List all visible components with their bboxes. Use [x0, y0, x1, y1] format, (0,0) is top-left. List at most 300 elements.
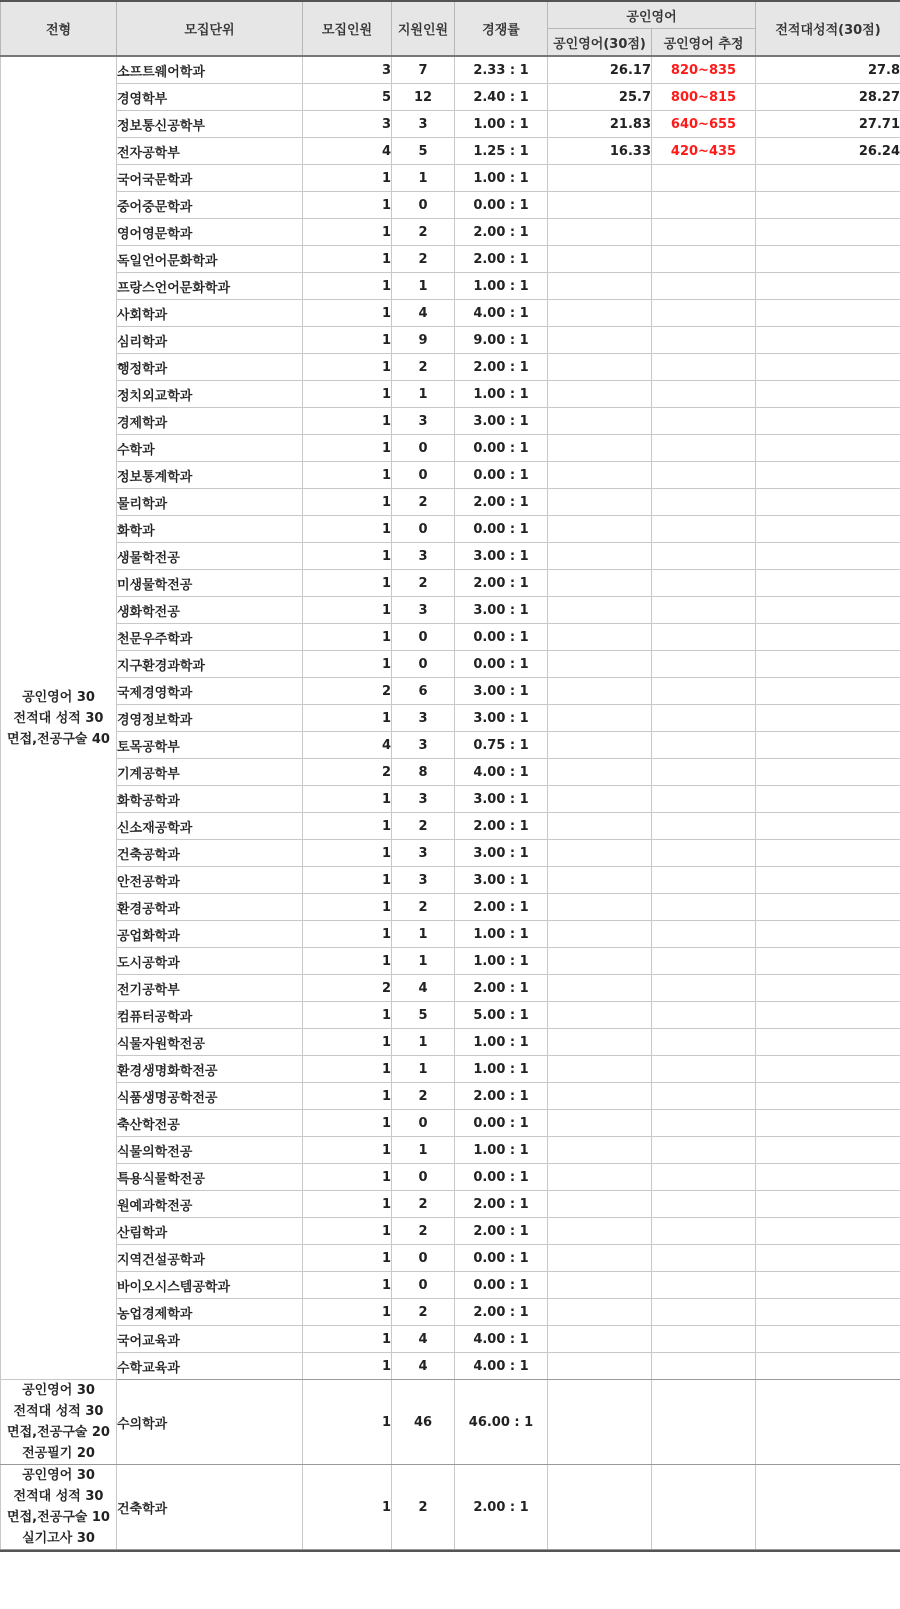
gpa-cell	[756, 543, 900, 570]
english-est-cell: 800~815	[652, 84, 756, 111]
gpa-cell	[756, 354, 900, 381]
english30-cell	[548, 165, 652, 192]
applicants-cell: 4	[392, 1353, 455, 1380]
ratio-cell: 1.00 : 1	[455, 1137, 548, 1164]
quota-cell: 1	[303, 705, 392, 732]
english30-cell	[548, 1164, 652, 1191]
ratio-cell: 2.00 : 1	[455, 1465, 548, 1550]
table-row	[1, 1218, 900, 1245]
table-row	[1, 165, 900, 192]
english-est-cell	[652, 489, 756, 516]
header-applicants: 지원인원	[392, 1, 455, 56]
quota-cell: 1	[303, 219, 392, 246]
quota-cell: 1	[303, 1137, 392, 1164]
english30-cell	[548, 435, 652, 462]
quota-cell: 1	[303, 543, 392, 570]
english30-cell	[548, 1056, 652, 1083]
unit-cell: 수학과	[117, 435, 303, 462]
english-est-cell	[652, 1137, 756, 1164]
unit-cell: 산림학과	[117, 1218, 303, 1245]
table-row	[1, 624, 900, 651]
unit-cell: 도시공학과	[117, 948, 303, 975]
unit-cell: 물리학과	[117, 489, 303, 516]
applicants-cell: 0	[392, 516, 455, 543]
english30-cell	[548, 408, 652, 435]
ratio-cell: 1.00 : 1	[455, 1029, 548, 1056]
gpa-cell	[756, 1245, 900, 1272]
unit-cell: 지역건설공학과	[117, 1245, 303, 1272]
english30-cell	[548, 678, 652, 705]
ratio-cell: 0.75 : 1	[455, 732, 548, 759]
quota-cell: 1	[303, 489, 392, 516]
quota-cell: 1	[303, 1326, 392, 1353]
unit-cell: 미생물학전공	[117, 570, 303, 597]
ratio-cell: 0.00 : 1	[455, 435, 548, 462]
quota-cell: 1	[303, 867, 392, 894]
table-header	[1, 1, 900, 56]
admission-type-line: 공인영어 30	[22, 689, 95, 705]
applicants-cell: 1	[392, 921, 455, 948]
quota-cell: 1	[303, 381, 392, 408]
gpa-cell	[756, 381, 900, 408]
table-row	[1, 705, 900, 732]
table-row	[1, 786, 900, 813]
english-est-cell	[652, 246, 756, 273]
applicants-cell: 12	[392, 84, 455, 111]
table-row	[1, 489, 900, 516]
ratio-cell: 2.00 : 1	[455, 1083, 548, 1110]
applicants-cell: 3	[392, 840, 455, 867]
english-est-cell	[652, 381, 756, 408]
unit-cell: 경영학부	[117, 84, 303, 111]
applicants-cell: 0	[392, 624, 455, 651]
table-row	[1, 921, 900, 948]
english30-cell	[548, 867, 652, 894]
english30-cell	[548, 948, 652, 975]
gpa-cell	[756, 408, 900, 435]
header-english30: 공인영어(30점)	[548, 29, 652, 57]
unit-cell: 전기공학부	[117, 975, 303, 1002]
gpa-cell	[756, 759, 900, 786]
applicants-cell: 7	[392, 56, 455, 84]
table-row	[1, 192, 900, 219]
quota-cell: 1	[303, 246, 392, 273]
quota-cell: 3	[303, 111, 392, 138]
english30-cell	[548, 705, 652, 732]
table-body	[1, 56, 900, 1550]
admission-type-line: 면접,전공구술 10	[7, 1510, 110, 1525]
english-est-cell	[652, 327, 756, 354]
ratio-cell: 0.00 : 1	[455, 1272, 548, 1299]
table-row	[1, 597, 900, 624]
gpa-cell	[756, 705, 900, 732]
english-est-cell	[652, 705, 756, 732]
applicants-cell: 46	[392, 1380, 455, 1465]
ratio-cell: 2.00 : 1	[455, 489, 548, 516]
ratio-cell: 1.00 : 1	[455, 948, 548, 975]
quota-cell: 1	[303, 1110, 392, 1137]
table-row	[1, 1353, 900, 1380]
ratio-cell: 0.00 : 1	[455, 624, 548, 651]
english30-cell	[548, 732, 652, 759]
ratio-cell: 2.00 : 1	[455, 1299, 548, 1326]
gpa-cell	[756, 840, 900, 867]
gpa-cell	[756, 462, 900, 489]
gpa-cell	[756, 192, 900, 219]
quota-cell: 4	[303, 138, 392, 165]
admission-type-cell	[1, 56, 117, 1380]
english30-cell	[548, 1245, 652, 1272]
applicants-cell: 1	[392, 1137, 455, 1164]
english-est-cell	[652, 1272, 756, 1299]
english30-cell	[548, 462, 652, 489]
unit-cell: 식물의학전공	[117, 1137, 303, 1164]
unit-cell: 전자공학부	[117, 138, 303, 165]
applicants-cell: 5	[392, 138, 455, 165]
english-est-cell	[652, 624, 756, 651]
applicants-cell: 1	[392, 381, 455, 408]
ratio-cell: 1.25 : 1	[455, 138, 548, 165]
quota-cell: 1	[303, 651, 392, 678]
quota-cell: 1	[303, 462, 392, 489]
english30-cell	[548, 786, 652, 813]
table-row	[1, 678, 900, 705]
table-row	[1, 1029, 900, 1056]
ratio-cell: 2.00 : 1	[455, 813, 548, 840]
ratio-cell: 9.00 : 1	[455, 327, 548, 354]
admission-type-line: 면접,전공구술 40	[7, 731, 110, 747]
english30-cell	[548, 1191, 652, 1218]
english-est-cell	[652, 678, 756, 705]
gpa-cell	[756, 867, 900, 894]
applicants-cell: 1	[392, 1029, 455, 1056]
gpa-cell	[756, 1164, 900, 1191]
table-row	[1, 435, 900, 462]
quota-cell: 1	[303, 786, 392, 813]
unit-cell: 식물자원학전공	[117, 1029, 303, 1056]
english-est-cell	[652, 597, 756, 624]
applicants-cell: 4	[392, 975, 455, 1002]
unit-cell: 안전공학과	[117, 867, 303, 894]
quota-cell: 1	[303, 570, 392, 597]
quota-cell: 2	[303, 759, 392, 786]
english-est-cell	[652, 1191, 756, 1218]
gpa-cell	[756, 246, 900, 273]
quota-cell: 1	[303, 354, 392, 381]
table-row	[1, 840, 900, 867]
english30-cell	[548, 921, 652, 948]
ratio-cell: 4.00 : 1	[455, 300, 548, 327]
english30-cell	[548, 894, 652, 921]
english-est-cell	[652, 921, 756, 948]
gpa-cell	[756, 300, 900, 327]
applicants-cell: 3	[392, 705, 455, 732]
table-row	[1, 1002, 900, 1029]
english30-cell	[548, 273, 652, 300]
english30-cell	[548, 192, 652, 219]
quota-cell: 1	[303, 435, 392, 462]
ratio-cell: 4.00 : 1	[455, 1326, 548, 1353]
table-row	[1, 381, 900, 408]
applicants-cell: 0	[392, 1164, 455, 1191]
english-est-cell	[652, 1465, 756, 1550]
english30-cell	[548, 1465, 652, 1550]
quota-cell: 1	[303, 1083, 392, 1110]
quota-cell: 5	[303, 84, 392, 111]
table-row	[1, 1137, 900, 1164]
gpa-cell	[756, 273, 900, 300]
ratio-cell: 3.00 : 1	[455, 678, 548, 705]
ratio-cell: 3.00 : 1	[455, 867, 548, 894]
table-row	[1, 1299, 900, 1326]
header-gpa: 전적대성적(30점)	[756, 1, 900, 56]
table-row	[1, 1110, 900, 1137]
english30-cell	[548, 624, 652, 651]
table-row	[1, 300, 900, 327]
table-row	[1, 84, 900, 111]
quota-cell: 2	[303, 678, 392, 705]
applicants-cell: 6	[392, 678, 455, 705]
gpa-cell: 26.24	[756, 138, 900, 165]
applicants-cell: 2	[392, 813, 455, 840]
quota-cell: 1	[303, 1164, 392, 1191]
english30-cell	[548, 597, 652, 624]
table-row	[1, 1191, 900, 1218]
english-est-cell	[652, 867, 756, 894]
unit-cell: 원예과학전공	[117, 1191, 303, 1218]
ratio-cell: 2.40 : 1	[455, 84, 548, 111]
table-row	[1, 1164, 900, 1191]
unit-cell: 정보통신공학부	[117, 111, 303, 138]
gpa-cell	[756, 894, 900, 921]
unit-cell: 독일언어문화학과	[117, 246, 303, 273]
english30-cell	[548, 381, 652, 408]
unit-cell: 신소재공학과	[117, 813, 303, 840]
gpa-cell	[756, 1137, 900, 1164]
ratio-cell: 4.00 : 1	[455, 759, 548, 786]
ratio-cell: 2.00 : 1	[455, 1191, 548, 1218]
applicants-cell: 0	[392, 651, 455, 678]
applicants-cell: 2	[392, 219, 455, 246]
gpa-cell	[756, 786, 900, 813]
header-unit: 모집단위	[117, 1, 303, 56]
english-est-cell	[652, 1326, 756, 1353]
english-est-cell	[652, 759, 756, 786]
applicants-cell: 2	[392, 894, 455, 921]
english30-cell	[548, 840, 652, 867]
applicants-cell: 4	[392, 1326, 455, 1353]
table-bottom-border	[0, 1550, 900, 1552]
unit-cell: 정보통계학과	[117, 462, 303, 489]
applicants-cell: 1	[392, 165, 455, 192]
ratio-cell: 1.00 : 1	[455, 1056, 548, 1083]
table-row	[1, 408, 900, 435]
unit-cell: 경제학과	[117, 408, 303, 435]
gpa-cell	[756, 1083, 900, 1110]
gpa-cell: 28.27	[756, 84, 900, 111]
applicants-cell: 3	[392, 786, 455, 813]
gpa-cell	[756, 1272, 900, 1299]
quota-cell: 1	[303, 1191, 392, 1218]
english30-cell	[548, 327, 652, 354]
unit-cell: 환경생명화학전공	[117, 1056, 303, 1083]
english30-cell: 26.17	[548, 56, 652, 84]
english-est-cell	[652, 813, 756, 840]
gpa-cell	[756, 1380, 900, 1465]
applicants-cell: 2	[392, 570, 455, 597]
english-est-cell	[652, 1299, 756, 1326]
english30-cell	[548, 1137, 652, 1164]
english30-cell: 16.33	[548, 138, 652, 165]
quota-cell: 1	[303, 1218, 392, 1245]
quota-cell: 1	[303, 1380, 392, 1465]
english30-cell	[548, 1002, 652, 1029]
ratio-cell: 2.00 : 1	[455, 975, 548, 1002]
ratio-cell: 1.00 : 1	[455, 921, 548, 948]
gpa-cell	[756, 219, 900, 246]
ratio-cell: 0.00 : 1	[455, 1245, 548, 1272]
gpa-cell	[756, 921, 900, 948]
english30-cell	[548, 1326, 652, 1353]
table-row	[1, 813, 900, 840]
gpa-cell	[756, 1299, 900, 1326]
ratio-cell: 4.00 : 1	[455, 1353, 548, 1380]
table-row	[1, 543, 900, 570]
unit-cell: 생화학전공	[117, 597, 303, 624]
ratio-cell: 0.00 : 1	[455, 462, 548, 489]
table-row	[1, 516, 900, 543]
quota-cell: 1	[303, 1029, 392, 1056]
table-row	[1, 219, 900, 246]
unit-cell: 환경공학과	[117, 894, 303, 921]
quota-cell: 1	[303, 1272, 392, 1299]
applicants-cell: 4	[392, 300, 455, 327]
english-est-cell	[652, 543, 756, 570]
quota-cell: 1	[303, 1353, 392, 1380]
admission-type-line: 전적대 성적 30	[13, 1489, 104, 1504]
english-est-cell	[652, 1380, 756, 1465]
applicants-cell: 3	[392, 732, 455, 759]
english30-cell	[548, 1299, 652, 1326]
english30-cell	[548, 570, 652, 597]
english30-cell: 21.83	[548, 111, 652, 138]
table-row	[1, 570, 900, 597]
gpa-cell: 27.8	[756, 56, 900, 84]
english-est-cell	[652, 975, 756, 1002]
unit-cell: 행정학과	[117, 354, 303, 381]
english-est-cell	[652, 1245, 756, 1272]
quota-cell: 1	[303, 1299, 392, 1326]
gpa-cell	[756, 1218, 900, 1245]
gpa-cell	[756, 1465, 900, 1550]
ratio-cell: 0.00 : 1	[455, 516, 548, 543]
ratio-cell: 0.00 : 1	[455, 1164, 548, 1191]
english30-cell	[548, 543, 652, 570]
ratio-cell: 2.00 : 1	[455, 219, 548, 246]
english30-cell	[548, 489, 652, 516]
ratio-cell: 1.00 : 1	[455, 381, 548, 408]
english-est-cell	[652, 651, 756, 678]
applicants-cell: 2	[392, 1083, 455, 1110]
english-est-cell	[652, 435, 756, 462]
table-row	[1, 1326, 900, 1353]
applicants-cell: 0	[392, 192, 455, 219]
quota-cell: 1	[303, 894, 392, 921]
quota-cell: 2	[303, 975, 392, 1002]
english30-cell	[548, 651, 652, 678]
applicants-cell: 1	[392, 1056, 455, 1083]
unit-cell: 컴퓨터공학과	[117, 1002, 303, 1029]
applicants-cell: 3	[392, 408, 455, 435]
applicants-cell: 0	[392, 462, 455, 489]
unit-cell: 식품생명공학전공	[117, 1083, 303, 1110]
ratio-cell: 3.00 : 1	[455, 543, 548, 570]
english-est-cell	[652, 1029, 756, 1056]
english30-cell	[548, 1110, 652, 1137]
table-row	[1, 732, 900, 759]
ratio-cell: 0.00 : 1	[455, 651, 548, 678]
english-est-cell	[652, 300, 756, 327]
applicants-cell: 3	[392, 597, 455, 624]
ratio-cell: 0.00 : 1	[455, 1110, 548, 1137]
unit-cell: 바이오시스템공학과	[117, 1272, 303, 1299]
gpa-cell	[756, 813, 900, 840]
quota-cell: 1	[303, 813, 392, 840]
table-row	[1, 273, 900, 300]
applicants-cell: 8	[392, 759, 455, 786]
ratio-cell: 1.00 : 1	[455, 273, 548, 300]
ratio-cell: 3.00 : 1	[455, 840, 548, 867]
english-est-cell	[652, 894, 756, 921]
applicants-cell: 2	[392, 1465, 455, 1550]
quota-cell: 4	[303, 732, 392, 759]
admission-type-cell	[1, 1465, 117, 1550]
english30-cell	[548, 1380, 652, 1465]
applicants-cell: 2	[392, 1218, 455, 1245]
gpa-cell	[756, 165, 900, 192]
table-row	[1, 1083, 900, 1110]
applicants-cell: 2	[392, 489, 455, 516]
applicants-cell: 0	[392, 1272, 455, 1299]
quota-cell: 1	[303, 165, 392, 192]
english30-cell	[548, 300, 652, 327]
english30-cell	[548, 813, 652, 840]
ratio-cell: 2.00 : 1	[455, 354, 548, 381]
applicants-cell: 2	[392, 1299, 455, 1326]
english30-cell	[548, 246, 652, 273]
gpa-cell	[756, 435, 900, 462]
admission-type-line: 공인영어 30	[22, 1468, 95, 1483]
english-est-cell	[652, 786, 756, 813]
ratio-cell: 3.00 : 1	[455, 705, 548, 732]
unit-cell: 생물학전공	[117, 543, 303, 570]
applicants-cell: 9	[392, 327, 455, 354]
table-row	[1, 462, 900, 489]
applicants-cell: 5	[392, 1002, 455, 1029]
gpa-cell	[756, 1353, 900, 1380]
unit-cell: 건축공학과	[117, 840, 303, 867]
quota-cell: 1	[303, 1056, 392, 1083]
unit-cell: 정치외교학과	[117, 381, 303, 408]
header-quota: 모집인원	[303, 1, 392, 56]
gpa-cell	[756, 516, 900, 543]
applicants-cell: 2	[392, 1191, 455, 1218]
unit-cell: 중어중문학과	[117, 192, 303, 219]
english-est-cell	[652, 948, 756, 975]
english-est-cell	[652, 408, 756, 435]
english30-cell	[548, 1353, 652, 1380]
table-row	[1, 1245, 900, 1272]
